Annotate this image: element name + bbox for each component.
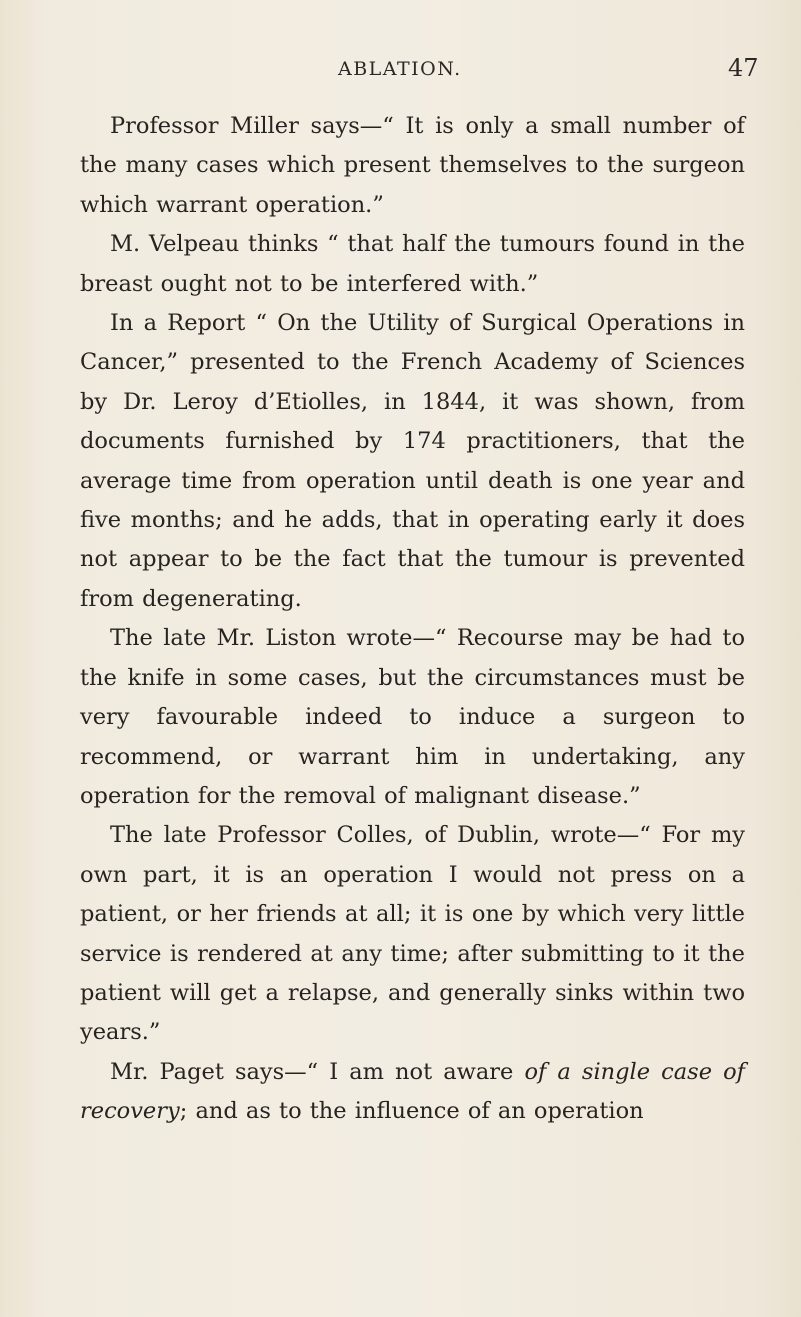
page-number: 47 xyxy=(728,54,759,82)
paragraph-velpeau: M. Velpeau thinks “ that half the tumours found in the breast ought not to be interfered with.” xyxy=(80,231,745,297)
paget-emphasis: of a single case of recovery xyxy=(80,1058,745,1125)
paragraph-colles: The late Professor Colles, of Dublin, wrote—“ For my own part, it is an operation I would not press on a patient, or her friends at all; it is one by which very little service is rendered at any time; after submitting to it the patient will get a relapse, and generally sinks within two years.” xyxy=(80,822,745,1046)
page-header xyxy=(0,54,801,98)
running-head: ABLATION. xyxy=(338,58,462,80)
paragraph-liston: The late Mr. Liston wrote—“ Recourse may be had to the knife in some cases, but the circumstances must be very favourable indeed to induce a surgeon to recommend, or warrant him in undertaking, any operation for the removal of malignant disease.” xyxy=(80,625,745,809)
body-text xyxy=(80,107,745,1132)
paragraph-report: In a Report “ On the Utility of Surgical Operations in Cancer,” presented to the French Academy of Sciences by Dr. Leroy d’Etiolles, in 1844, it was shown, from documents furnished by 174 practitioners, that the average time from operation until death is one year and five months; and he adds, that in operating early it does not appear to be the fact that the tumour is prevented from degenerating. xyxy=(80,310,745,612)
paragraph-miller: Professor Miller says—“ It is only a small number of the many cases which present themselves to the surgeon which warrant operation.” xyxy=(80,113,745,218)
paget-text-end: ; and as to the influence of an operation xyxy=(179,1098,644,1125)
paget-text-start: Mr. Paget says—“ I am not aware xyxy=(110,1058,525,1085)
paragraph-paget xyxy=(80,1053,745,1132)
